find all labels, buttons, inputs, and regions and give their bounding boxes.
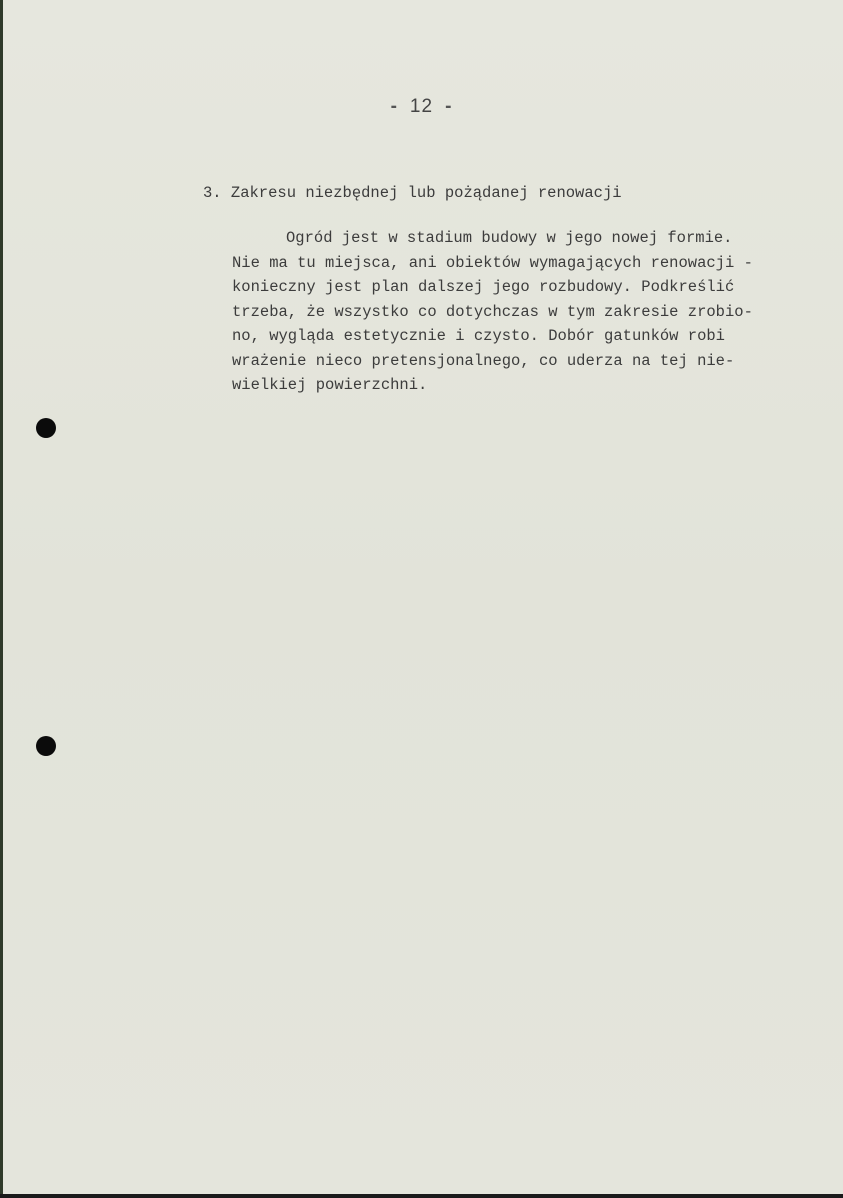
body-line: no, wygląda estetycznie i czysto. Dobór gatunków robi (232, 327, 725, 345)
body-line: trzeba, że wszystko co dotychczas w tym zakresie zrobio- (232, 302, 753, 321)
page-number-suffix: - (445, 96, 453, 117)
scan-left-edge (0, 0, 3, 1198)
scan-bottom-edge (0, 1194, 843, 1198)
page-number-value: 12 (409, 96, 434, 117)
body-line: wrażenie nieco pretensjonalnego, co uderza na tej nie- (232, 351, 735, 370)
body-line: Ogród jest w stadium budowy w jego nowej formie. (286, 229, 733, 247)
section-heading: 3. Zakresu niezbędnej lub pożądanej renowacji (203, 184, 622, 202)
punch-hole-icon (36, 736, 56, 756)
body-line: konieczny jest plan dalszej jego rozbudowy. Podkreślić (232, 278, 735, 296)
body-line: wielkiej powierzchni. (232, 376, 428, 394)
body-line: Nie ma tu miejsca, ani obiektów wymagających renowacji - (232, 253, 753, 272)
section-body (232, 226, 832, 398)
punch-hole-icon (36, 418, 56, 438)
page-number-prefix: - (390, 96, 398, 117)
page-number (0, 96, 843, 118)
